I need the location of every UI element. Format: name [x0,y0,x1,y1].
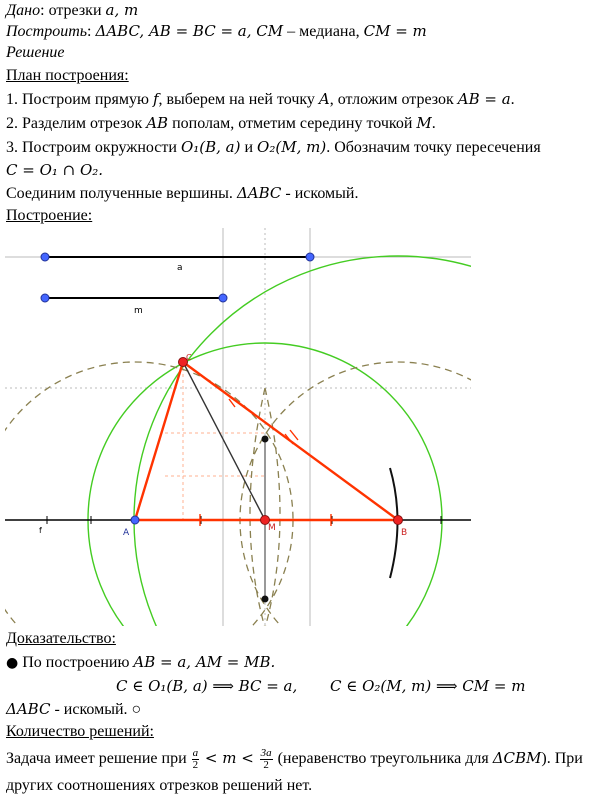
point-b [394,516,403,525]
label-a: a [177,263,183,273]
inequality: < m < [200,749,259,768]
step3-text-b: и [240,139,258,156]
plan-title: План построения: [6,67,129,84]
connect-text-b: - искомый. [281,185,359,202]
step1-A: A [318,90,330,108]
given-math: a, m [105,1,139,19]
plan-step-1 [6,89,515,110]
point-a [131,516,139,524]
step1-math: AB = a [457,90,511,108]
construct-mid: – медиана, [283,23,364,40]
construction-figure [5,228,471,626]
grid-lines [5,228,471,626]
construct-line [6,21,427,42]
given-text: : отрезки [40,2,106,19]
median-cm [183,362,265,520]
step3-text-a: 3. Построим окружности [6,139,181,156]
frac2-den: 2 [263,759,269,771]
side-ac [135,362,183,520]
step2-text-a: 2. Разделим отрезок [6,115,147,132]
solution-label: Решение [6,44,65,61]
segment-m-start-point [41,294,49,302]
label-f: f [39,526,42,535]
step1-text-b: , выберем на ней точку [158,91,319,108]
count-line-1 [6,748,583,771]
proof-line-2-left: C ∈ O₁(B, a) ⟹ BC = a, [116,677,298,695]
given-label: Дано [6,2,41,19]
count-title: Количество решений: [6,723,154,740]
step3-o1: O₁(B, a) [180,138,241,156]
label-point-b: B [401,528,408,538]
step1-text-d: . [510,91,515,108]
step3-text-c: . Обозначим точку пересечения [326,139,541,156]
proof-conclusion [6,699,141,720]
step2-M: M [416,114,432,132]
plan-step-3-cont: C = O₁ ∩ O₂. [6,161,104,179]
construction-title: Построение: [6,207,93,224]
step1-f: f [152,90,159,108]
plan-step-2 [6,113,436,134]
fraction-3a-2 [260,748,273,771]
connect-math: ΔABC [236,184,282,202]
label-point-c: C [186,353,192,362]
bullet: ● [6,655,19,671]
label-point-m: M [268,523,276,533]
proof-line-2-right: C ∈ O₂(M, m) ⟹ CM = m [330,677,526,695]
given-line [6,0,138,21]
conclusion-math: ΔABC [6,700,51,718]
step2-text-c: . [431,115,436,132]
dashed-circle-right [240,362,471,626]
step1-text-a: 1. Построим прямую [6,91,153,108]
segment-a-start-point [41,253,49,261]
plan-step-3 [6,137,541,158]
count-line-2: других соотношениях отрезков решений нет. [6,777,313,794]
segment-m-end-point [219,294,227,302]
proof-line-1 [6,652,275,673]
frac1-den: 2 [192,759,199,771]
conclusion-text: - искомый. ○ [50,701,142,718]
step2-AB: AB [146,114,169,132]
connect-text-a: Соединим полученные вершины. [6,185,237,202]
plan-connect [6,183,358,204]
proof-line1-math: AB = a, AM = MB. [133,653,276,671]
fraction-a-2 [192,748,200,771]
segment-a-end-point [306,253,314,261]
count-math: ΔCBM [492,749,542,768]
count-text-c: ). При [541,750,583,768]
construct-text: : [87,23,96,40]
proof-line1-text: По построению [18,654,134,671]
construct-label: Построить [6,23,88,40]
arc-intersection-bottom [262,596,269,603]
construct-math2: CM = m [363,22,427,40]
label-m: m [134,306,143,316]
step2-text-b: пополам, отметим середину точкой [168,115,417,132]
tick [290,430,298,440]
step3-o2: O₂(M, m) [257,138,327,156]
label-point-a: A [123,528,130,538]
count-text-a: Задача имеет решение при [6,750,191,768]
count-text-b: (неравенство треугольника для [273,750,493,768]
arc-intersection-top [262,436,269,443]
dashed-circle-left [5,362,293,626]
proof-title: Доказательство: [6,630,116,647]
construct-math1: ΔABC, AB = BC = a, CM [95,22,284,40]
step1-text-c: , отложим отрезок [329,91,458,108]
frac2-num: 3a [260,747,272,759]
frac1-num: a [192,747,199,759]
circle-o1 [134,256,471,626]
